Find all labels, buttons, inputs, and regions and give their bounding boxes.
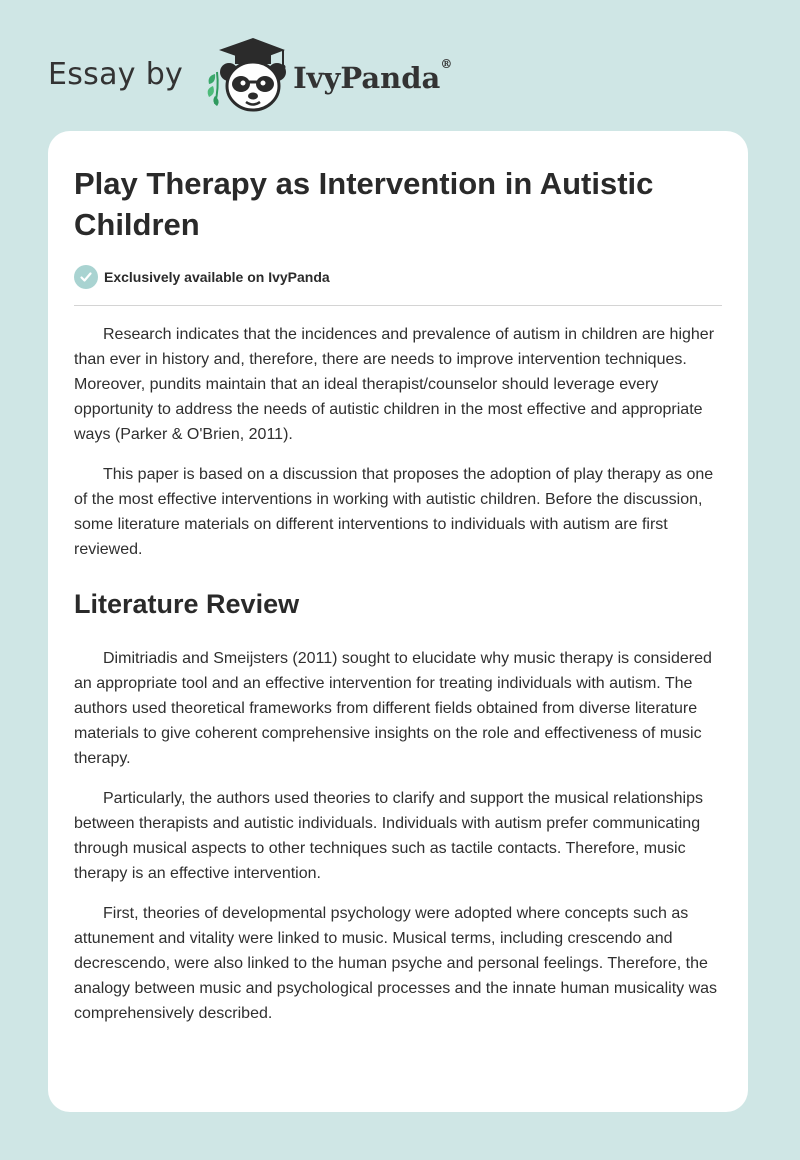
exclusive-label: Exclusively available on IvyPanda	[104, 269, 330, 285]
check-icon	[74, 265, 98, 289]
essay-content	[74, 163, 722, 1041]
essay-by-label: Essay by	[48, 56, 184, 92]
paragraph-review-3: First, theories of developmental psychology were adopted where concepts such as attunement and vitality were linked to music. Musical terms, including crescendo and decrescendo, were also linked to the human psyche and personal feelings. Therefore, the analogy between music and psychological processes and the innate human musicality was comprehensively described.	[74, 905, 718, 1022]
site-header	[48, 34, 452, 114]
paragraph-intro-1: Research indicates that the incidences and prevalence of autism in children are higher than ever in history and, therefore, there are needs to improve intervention techniques. Moreover, pundits maintain that an ideal therapist/counselor should leverage every opportunity to address the needs of autistic children in the most effective and appropriate ways (Parker & O'Brien, 2011).	[74, 326, 715, 443]
trademark-symbol: ®	[440, 57, 453, 71]
essay-title: Play Therapy as Intervention in Autistic Children	[74, 166, 654, 242]
panda-graduate-icon	[201, 34, 287, 114]
essay-card	[48, 131, 748, 1112]
paragraph-intro-2: This paper is based on a discussion that proposes the adoption of play therapy as one of the most effective interventions in working with autistic children. Before the discussion, some literature materials on different interventions to individuals with autism are first reviewed.	[74, 466, 714, 558]
exclusive-badge-row	[74, 265, 722, 306]
ivypanda-logo[interactable]	[201, 34, 452, 114]
section-heading-literature-review: Literature Review	[74, 589, 300, 619]
paragraph-review-2: Particularly, the authors used theories to clarify and support the musical relationships between therapists and autistic individuals. Individuals with autism prefer communicating through musical aspects to other techniques such as tactile contacts. Therefore, music therapy is an effective intervention.	[74, 790, 704, 882]
brand-text: IvyPanda	[293, 61, 441, 95]
brand-name	[293, 57, 453, 95]
paragraph-review-1: Dimitriadis and Smeijsters (2011) sought to elucidate why music therapy is considered an appropriate tool and an effective intervention for treating individuals with autism. The authors used theoretical frameworks from different fields obtained from diverse literature materials to give coherent comprehensive insights on the role and effectiveness of music therapy.	[74, 650, 712, 767]
